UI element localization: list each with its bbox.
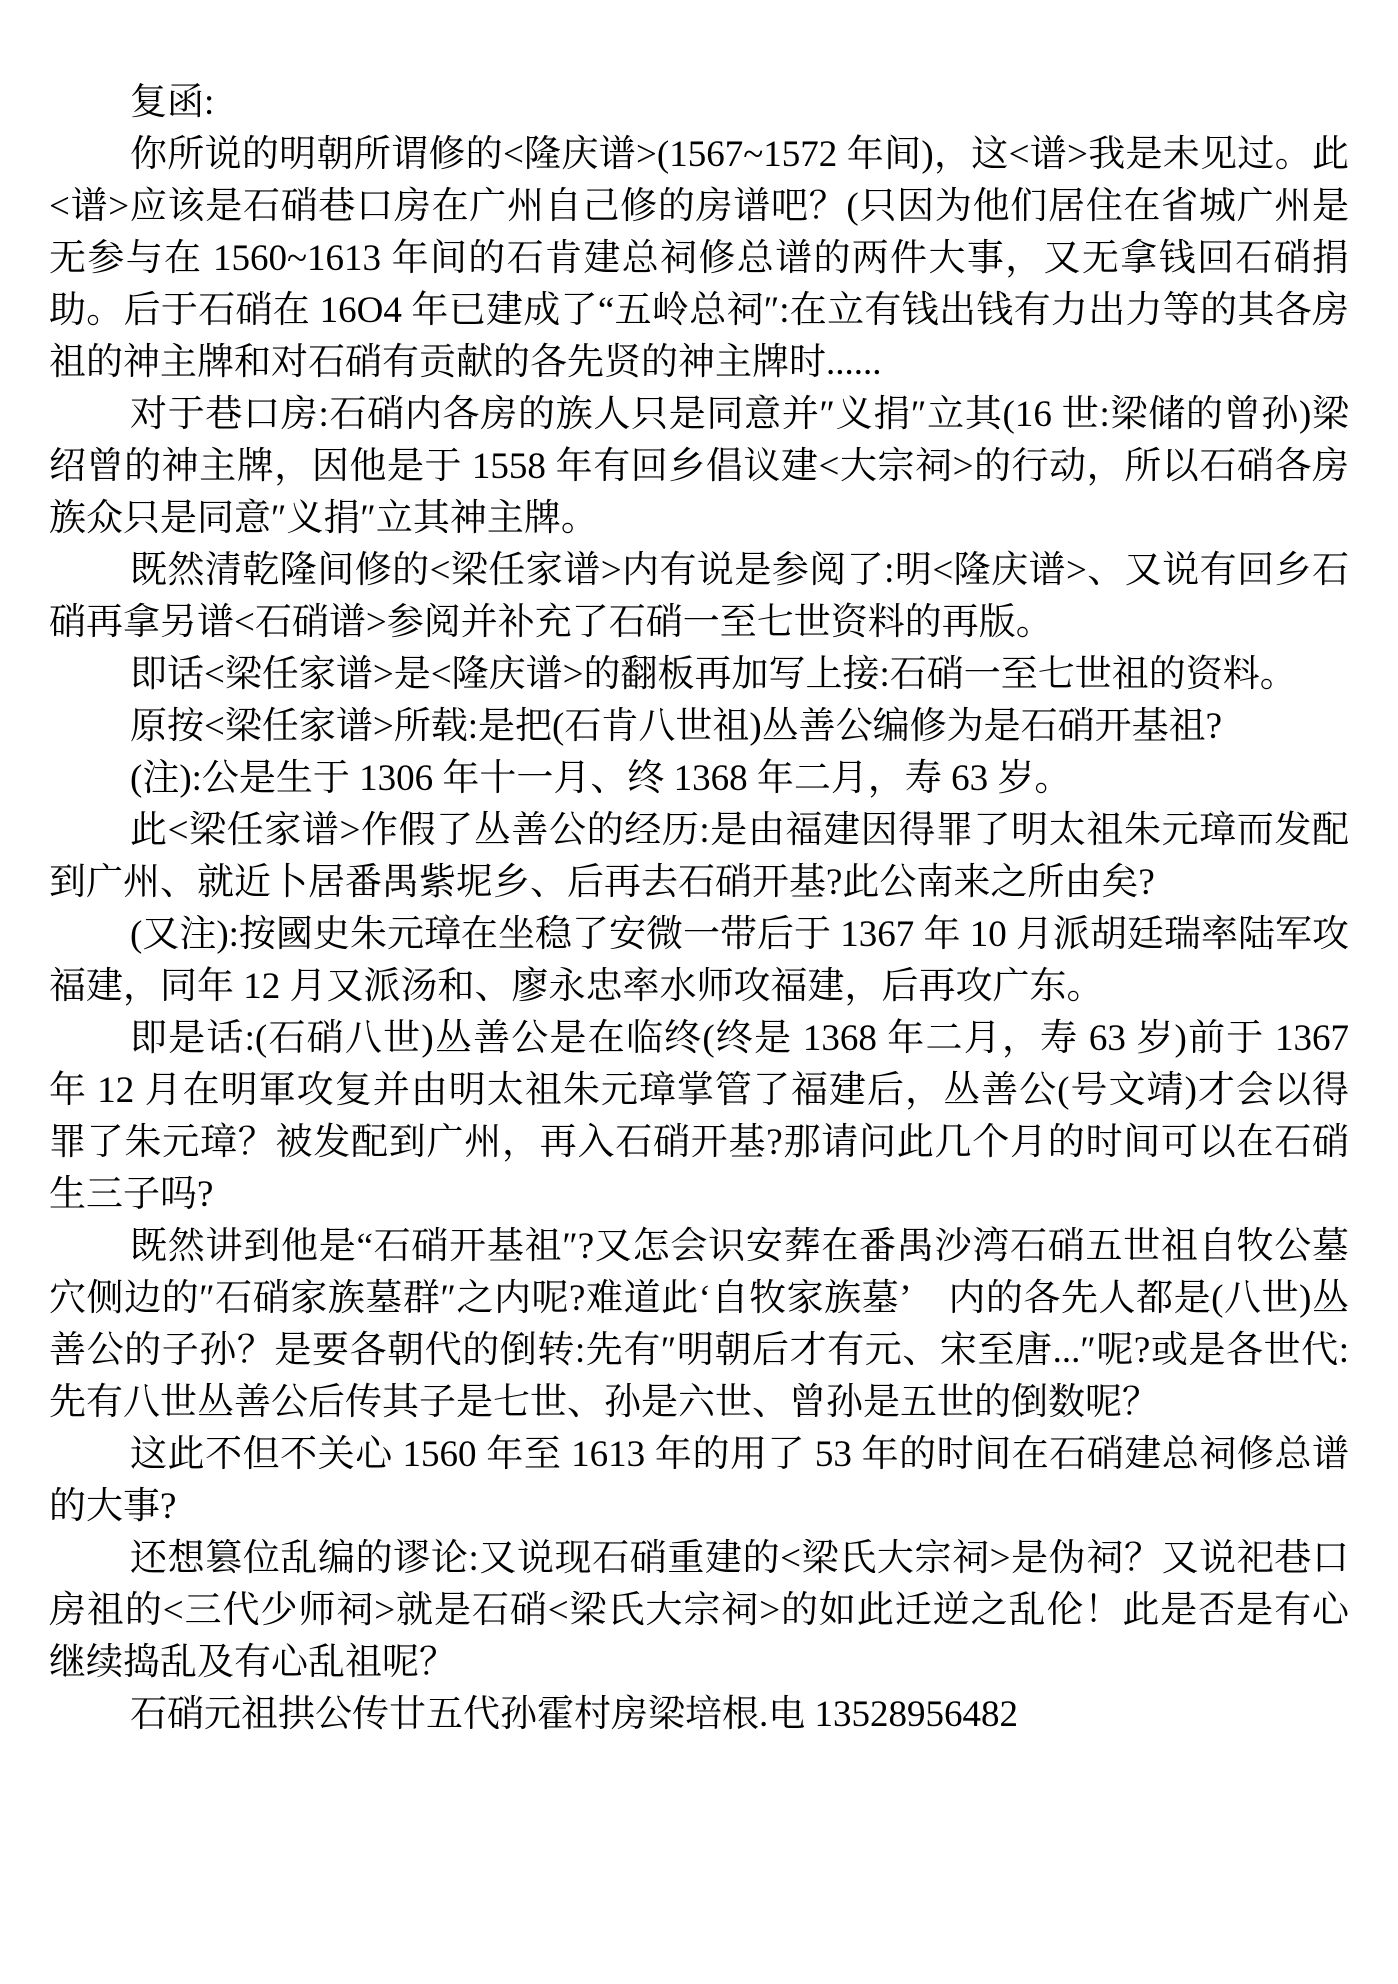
paragraph: 还想篡位乱编的谬论:又说现石硝重建的<梁氏大宗祠>是伪祠？又说祀巷口房祖的<三代少师祠>就是石硝<梁氏大宗祠>的如此迁逆之乱伦！此是否是有心继续捣乱及有心乱祖呢？ [49, 1538, 1349, 1683]
paragraph: 既然清乾隆间修的<梁任家谱>内有说是参阅了:明<隆庆谱>、又说有回乡石硝再拿另谱<石硝谱>参阅并补充了石硝一至七世资料的再版。 [49, 550, 1349, 643]
paragraph: 原按<梁任家谱>所载:是把(石肯八世祖)丛善公编修为是石硝开基祖? [130, 706, 1223, 747]
paragraph: (注):公是生于 1306 年十一月、终 1368 年二月，寿 63 岁。 [130, 758, 1072, 799]
signature-line: 石硝元祖拱公传廿五代孙霍村房梁培根.电 13528956482 [130, 1694, 1018, 1735]
paragraph: 这此不但不关心 1560 年至 1613 年的用了 53 年的时间在石硝建总祠修总谱的大事? [49, 1434, 1349, 1527]
letter-body [49, 77, 1349, 1741]
paragraph: 对于巷口房:石硝内各房的族人只是同意并″义捐″立其(16 世:梁储的曾孙)梁绍曾的神主牌，因他是于 1558 年有回乡倡议建<大宗祠>的行动，所以石硝各房族众只是同意″义捐″立其神主牌。 [49, 394, 1349, 539]
paragraph: 此<梁任家谱>作假了丛善公的经历:是由福建因得罪了明太祖朱元璋而发配到广州、就近卜居番禺紫坭乡、后再去石硝开基?此公南来之所由矣? [49, 810, 1349, 903]
letter-salutation: 复函: [130, 82, 215, 123]
paragraph: (又注):按國史朱元璋在坐稳了安微一带后于 1367 年 10 月派胡廷瑞率陆军攻福建，同年 12 月又派汤和、廖永忠率水师攻福建，后再攻广东。 [49, 914, 1349, 1007]
paragraph: 你所说的明朝所谓修的<隆庆谱>(1567~1572 年间)，这<谱>我是未见过。此<谱>应该是石硝巷口房在广州自己修的房谱吧？(只因为他们居住在省城广州是无参与在 1560~1613 年间的石肯建总祠修总谱的两件大事，又无拿钱回石硝捐助。后于石硝在 16O4 年已建成了“五岭总祠″:在立有钱出钱有力出力等的其各房祖的神主牌和对石硝有贡献的各先贤的神主牌时...... [49, 134, 1349, 383]
paragraph: 既然讲到他是“石硝开基祖″?又怎会识安葬在番禺沙湾石硝五世祖自牧公墓穴侧边的″石硝家族墓群″之内呢?难道此‘自牧家族墓’ 内的各先人都是(八世)丛善公的子孙？是要各朝代的倒转:先有″明朝后才有元、宋至唐...″呢?或是各世代:先有八世丛善公后传其子是七世、孙是六世、曾孙是五世的倒数呢？ [49, 1226, 1349, 1423]
paragraph: 即是话:(石硝八世)丛善公是在临终(终是 1368 年二月，寿 63 岁)前于 1367 年 12 月在明軍攻复并由明太祖朱元璋掌管了福建后，丛善公(号文靖)才会以得罪了朱元璋？被发配到广州，再入石硝开基?那请问此几个月的时间可以在石硝生三子吗? [49, 1018, 1349, 1215]
paragraph: 即话<梁任家谱>是<隆庆谱>的翻板再加写上接:石硝一至七世祖的资料。 [130, 654, 1297, 695]
